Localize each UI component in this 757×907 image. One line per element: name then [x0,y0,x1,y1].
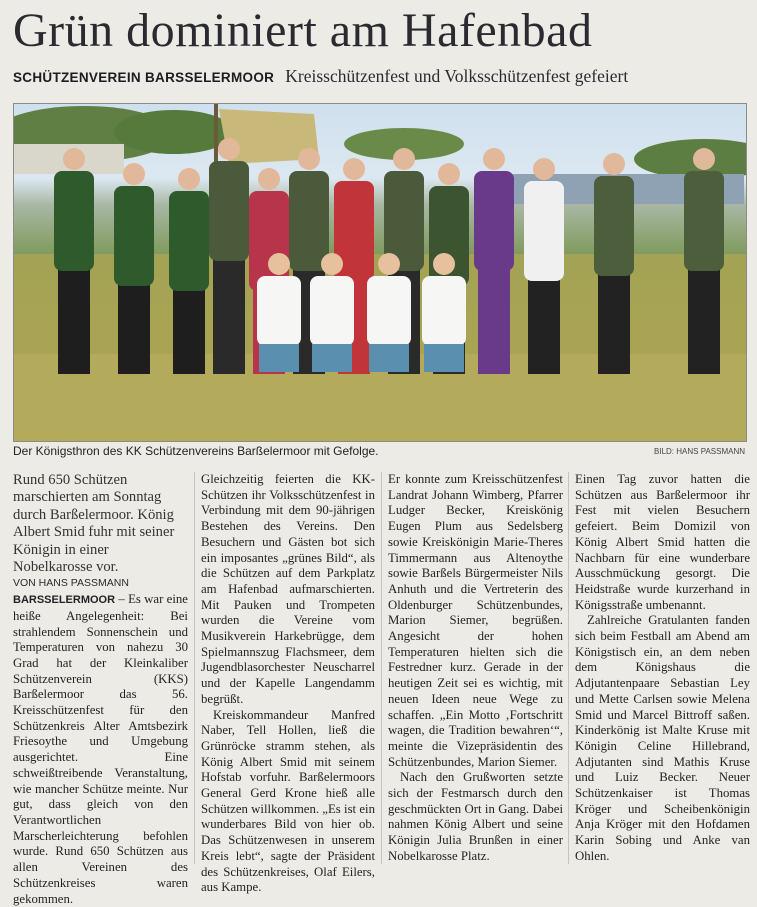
article-column-3 [388,472,563,865]
byline: VON HANS PASSMANN [13,577,129,590]
body-paragraph: Zahlreiche Gratulanten fanden sich beim Festball am Abend am Königstisch ein, an dem neben dem Königshaus die Adjutantenpaare Sebastian Ley und Mette Carlsen sowie Melena Smid und Marcel Bittroff saßen. Kinderkönig ist Malte Kruse mit Königin Celine Hillebrand, Adjutanten sind Mathis Kruse und Luiz Becker. Neuer Schützenkaiser ist Thomas Kröger und Scheibenkönigin Anja Kröger mit den Hofdamen Karin Sobing und Anke van Ohlen. [575,613,750,863]
column-divider [568,472,569,864]
dateline: BARSSELERMOOR [13,594,116,607]
article-column-4 [575,472,750,865]
body-paragraph: Einen Tag zuvor hatten die Schützen aus Barßelermoor ihr Fest mit vielen Besuchern gefeiert. Beim Domizil von König Albert Smid hatten die Nachbarn für eine wunderbare Ausschmückung gesorgt. Die Heidstraße wurde kurzerhand in Königsstraße umbenannt. [575,472,750,612]
subheadline: Kreisschützenfest und Volksschützenfest gefeiert [285,66,629,86]
body-paragraph: Er konnte zum Kreisschützenfest Landrat Johann Wimberg, Pfarrer Ludger Becker, Kreiskönig Eugen Plum aus Sedelsberg sowie Kreiskönigin Marie-Theres Timmermann aus Altenoythe sowie Barßels Bürgermeister Nils Anhuth und die Vertreterin des Oldenburger Schützenbundes, Marion Siemer, begrüßen. Angesicht der hohen Temperaturen hielten sich die Festredner kurz. Gerade in der heutigen Zeit sei es wichtig, mit neuen Ideen neue Wege zu schaffen. „Ein Motto ‚Fortschritt wagen, die Tradition bewahren‘“, meinte die Vizepräsidentin des Schützenbundes, Marion Siemer. [388,472,563,769]
article-column-2 [201,472,375,896]
column-divider [381,472,382,864]
photo-credit: BILD: HANS PASSMANN [654,447,745,456]
column-divider [194,472,195,864]
group-photo-illustration [14,104,746,441]
lead-paragraph: Rund 650 Schützen marschierten am Sonntag durch Barßelermoor. König Albert Smid fuhr mit seiner Königin in einer Nobelkarosse vor. [13,472,175,576]
photo-caption: Der Königsthron des KK Schützenvereins Barßelermoor mit Gefolge. [13,444,379,458]
body-paragraph [13,592,188,907]
body-paragraph: Nach den Grußworten setzte sich der Festmarsch durch den geschmückten Ort in Gang. Dabei nahmen König Albert und seine Königin Julia Brunßen in einer Nobelkarosse Platz. [388,770,563,863]
headline: Grün dominiert am Hafenbad [13,4,593,57]
body-paragraph: Kreiskommandeur Manfred Naber, Tell Hollen, ließ die Grünröcke stramm stehen, als König Albert Smid mit seinem Hofstab vorfuhr. Barßelermoors General Gerd Krone hieß alle Schützen willkommen. „Es ist ein wunderbares Bild von hier ob. Das Schützenwesen in unserem Kreis lebt“, sagte der Präsident des Schützenkreises, Olaf Eilers, aus Kampe. [201,707,375,895]
body-paragraph: Gleichzeitig feierten die KK-Schützen ihr Volksschützenfest in Verbindung mit dem 90-jährigen Bestehen des Vereins. Den Besuchern und Gästen bot sich ein imposantes „grünes Bild“, als die Schützen auf dem Parkplatz am Hafenbad aufmarschierten. Mit Pauken und Trompeten wurden die Vereine vom Musikverein Harkebrügge, dem Spielmannszug Flachsmeer, dem Jugendblasorchester Neuscharrel und der Kapelle Langendamm begrüßt. [201,472,375,706]
article-column-1 [13,472,188,907]
body-text: – Es war eine heiße Angelegenheit: Bei strahlendem Sonnenschein und Temperaturen von nahezu 30 Grad hat der Kleinkaliber Schützenverein (KKS) Barßelermoor das 56. Kreisschützenfest für den Schützenkreis Alter Amtsbezirk Friesoythe und Umgebung ausgerichtet. Eine schweißtreibende Veranstaltung, wie mancher Schütze meinte. Nur gut, dass gleich von den Verantwortlichen Marscherleichterung befohlen wurde. Rund 650 Schützen aus allen Vereinen des Schützenkreises waren gekommen. [13,592,188,906]
kicker: SCHÜTZENVEREIN BARSSELERMOOR [13,70,275,85]
subheadline-row [13,66,753,87]
group-photo [13,103,747,442]
